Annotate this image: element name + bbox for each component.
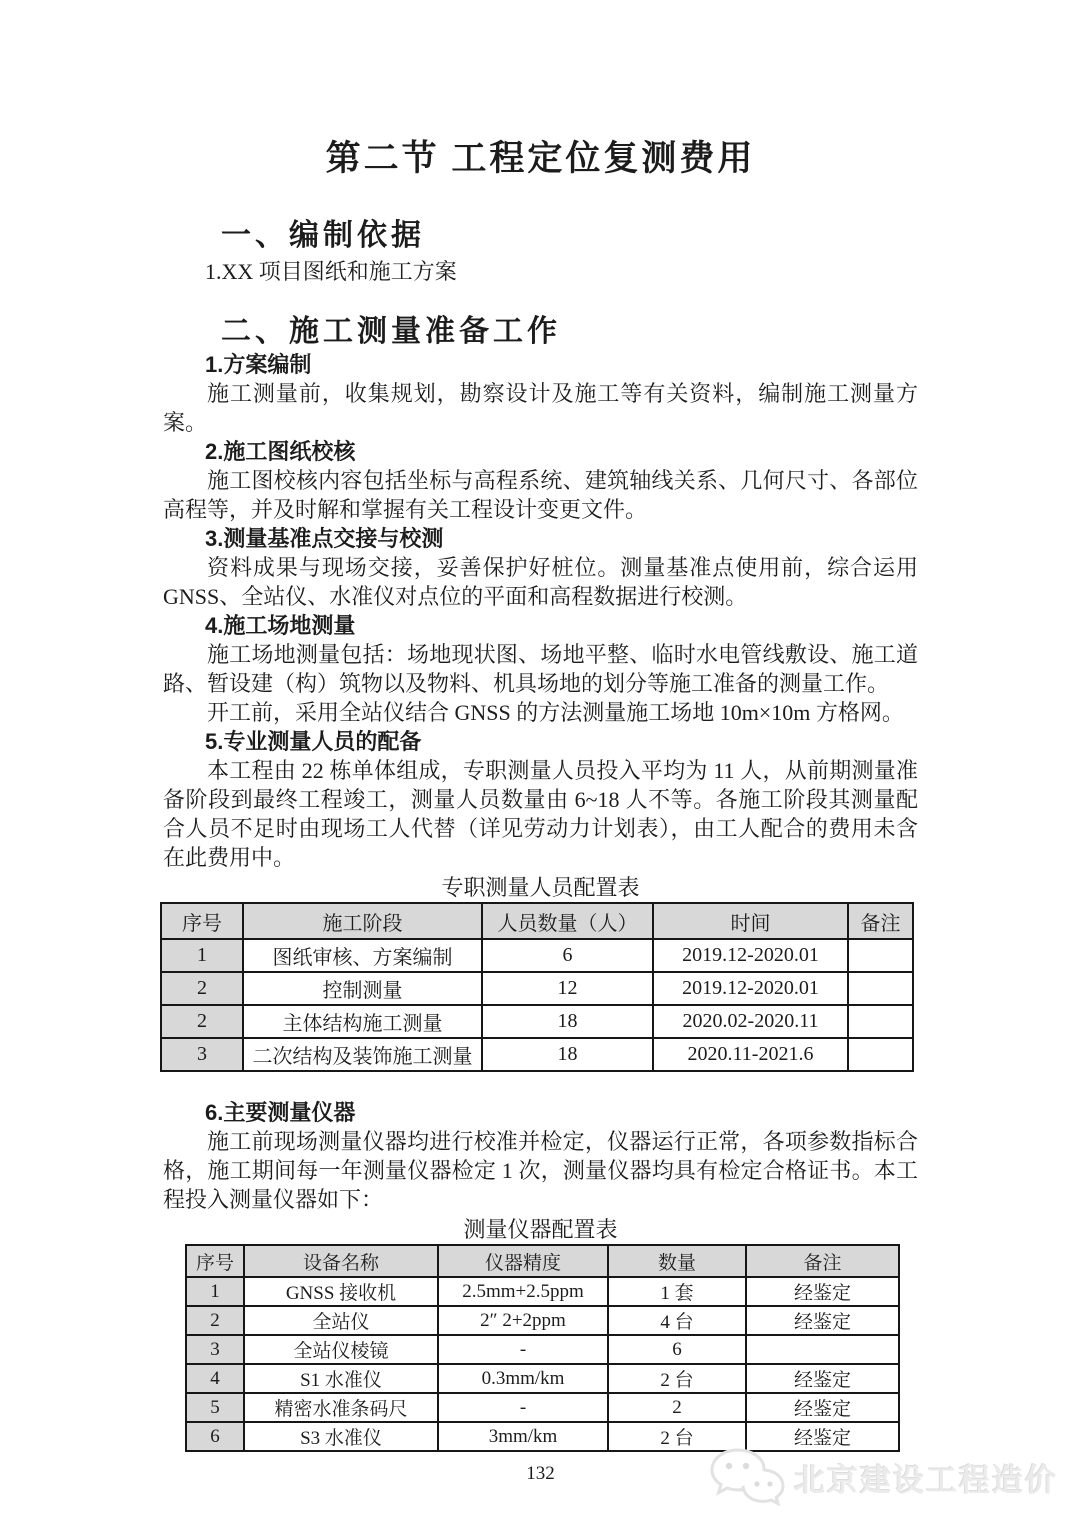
table-cell: 经鉴定: [746, 1306, 899, 1335]
table-cell: 精密水准条码尺: [244, 1393, 438, 1422]
table-cell: GNSS 接收机: [244, 1277, 438, 1306]
subsection-1-heading: 1.方案编制: [205, 352, 312, 377]
subsection-4-paragraph-2: 开工前，采用全站仪结合 GNSS 的方法测量施工场地 10m×10m 方格网。: [207, 700, 904, 725]
table-cell: 4: [186, 1364, 244, 1393]
table-cell: 经鉴定: [746, 1422, 899, 1451]
page-title: 第二节 工程定位复测费用: [325, 139, 756, 178]
table-cell: S3 水准仪: [244, 1422, 438, 1451]
subsection-3-paragraph: 资料成果与现场交接，妥善保护好桩位。测量基准点使用前，综合运用 GNSS、全站仪、水准仪对点位的平面和高程数据进行校测。: [163, 555, 918, 609]
section-one-item: 1.XX 项目图纸和施工方案: [205, 259, 457, 284]
subsection-4-paragraph-1: 施工场地测量包括：场地现状图、场地平整、临时水电管线敷设、施工道路、暂设建（构）筑物以及物料、机具场地的划分等施工准备的测量工作。: [163, 642, 918, 696]
table-cell: 经鉴定: [746, 1393, 899, 1422]
watermark-label: 北京建设工程造价: [794, 1462, 1058, 1498]
table-row: [186, 1364, 899, 1393]
table-cell: 经鉴定: [746, 1277, 899, 1306]
table-cell: 6: [186, 1422, 244, 1451]
personnel-table: [160, 902, 914, 1072]
table-cell: 3: [186, 1335, 244, 1364]
table-cell: 2 台: [608, 1422, 746, 1451]
document-page: [163, 0, 918, 1486]
table-row: [161, 972, 913, 1005]
table-cell: 2: [161, 1005, 243, 1038]
table-cell: S1 水准仪: [244, 1364, 438, 1393]
table-row: [186, 1277, 899, 1306]
subsection-2-heading: 2.施工图纸校核: [205, 439, 356, 464]
instruments-table: [185, 1244, 900, 1452]
table-header-row: [161, 903, 913, 939]
table-cell: 6: [482, 939, 653, 972]
header-cell: 施工阶段: [243, 903, 482, 939]
table-cell: 1: [161, 939, 243, 972]
table-row: [186, 1306, 899, 1335]
table-cell: 经鉴定: [746, 1364, 899, 1393]
table-cell: 2″ 2+2ppm: [438, 1306, 608, 1335]
table-cell: 2.5mm+2.5ppm: [438, 1277, 608, 1306]
table-cell: 2019.12-2020.01: [653, 972, 848, 1005]
table-cell: 图纸审核、方案编制: [243, 939, 482, 972]
section-one-heading: 一、编制依据: [221, 219, 425, 252]
table-cell: 2: [608, 1393, 746, 1422]
table-cell: 1: [186, 1277, 244, 1306]
table-cell: 2019.12-2020.01: [653, 939, 848, 972]
table-cell: 全站仪棱镜: [244, 1335, 438, 1364]
subsection-5-heading: 5.专业测量人员的配备: [205, 729, 422, 754]
table-cell: [848, 1005, 913, 1038]
subsection-6-paragraph: 施工前现场测量仪器均进行校准并检定，仪器运行正常，各项参数指标合格，施工期间每一年测量仪器检定 1 次，测量仪器均具有检定合格证书。本工程投入测量仪器如下：: [163, 1129, 918, 1212]
instruments-table-caption: 测量仪器配置表: [463, 1217, 618, 1242]
subsection-1-paragraph: 施工测量前，收集规划，勘察设计及施工等有关资料，编制施工测量方案。: [163, 381, 918, 435]
table-cell: 2 台: [608, 1364, 746, 1393]
table-cell: [848, 1038, 913, 1071]
table-cell: 12: [482, 972, 653, 1005]
table-row: [161, 1005, 913, 1038]
table-row: [161, 1038, 913, 1071]
table-row: [186, 1422, 899, 1451]
table-cell: 2: [161, 972, 243, 1005]
table-cell: [848, 972, 913, 1005]
subsection-4-heading: 4.施工场地测量: [205, 613, 356, 638]
table-cell: 18: [482, 1005, 653, 1038]
table-cell: 控制测量: [243, 972, 482, 1005]
header-cell: 备注: [746, 1245, 899, 1277]
table-cell: 全站仪: [244, 1306, 438, 1335]
table-cell: -: [438, 1335, 608, 1364]
table-cell: 18: [482, 1038, 653, 1071]
header-cell: 数量: [608, 1245, 746, 1277]
table-row: [186, 1335, 899, 1364]
personnel-table-caption: 专职测量人员配置表: [441, 875, 640, 900]
table-cell: 3mm/km: [438, 1422, 608, 1451]
subsection-5-paragraph: 本工程由 22 栋单体组成，专职测量人员投入平均为 11 人，从前期测量准备阶段到最终工程竣工，测量人员数量由 6~18 人不等。各施工阶段其测量配合人员不足时由现场工人代替（详见劳动力计划表），由工人配合的费用未含在此费用中。: [163, 758, 918, 870]
table-cell: 4 台: [608, 1306, 746, 1335]
table-cell: [848, 939, 913, 972]
header-cell: 序号: [186, 1245, 244, 1277]
table-cell: 1 套: [608, 1277, 746, 1306]
table-cell: 5: [186, 1393, 244, 1422]
table-cell: 二次结构及装饰施工测量: [243, 1038, 482, 1071]
table-cell: [746, 1335, 899, 1364]
header-cell: 人员数量（人）: [482, 903, 653, 939]
table-cell: 主体结构施工测量: [243, 1005, 482, 1038]
header-cell: 时间: [653, 903, 848, 939]
header-cell: 序号: [161, 903, 243, 939]
table-row: [186, 1393, 899, 1422]
section-two-heading: 二、施工测量准备工作: [221, 315, 561, 348]
table-header-row: [186, 1245, 899, 1277]
table-cell: 0.3mm/km: [438, 1364, 608, 1393]
subsection-6-heading: 6.主要测量仪器: [205, 1100, 356, 1125]
header-cell: 备注: [848, 903, 913, 939]
table-cell: 2020.02-2020.11: [653, 1005, 848, 1038]
subsection-2-paragraph: 施工图校核内容包括坐标与高程系统、建筑轴线关系、几何尺寸、各部位高程等，并及时解和掌握有关工程设计变更文件。: [163, 468, 918, 522]
table-cell: 2020.11-2021.6: [653, 1038, 848, 1071]
table-cell: -: [438, 1393, 608, 1422]
header-cell: 设备名称: [244, 1245, 438, 1277]
page-number: 132: [526, 1463, 555, 1484]
header-cell: 仪器精度: [438, 1245, 608, 1277]
table-cell: 2: [186, 1306, 244, 1335]
table-cell: 3: [161, 1038, 243, 1071]
table-row: [161, 939, 913, 972]
subsection-3-heading: 3.测量基准点交接与校测: [205, 526, 444, 551]
table-cell: 6: [608, 1335, 746, 1364]
